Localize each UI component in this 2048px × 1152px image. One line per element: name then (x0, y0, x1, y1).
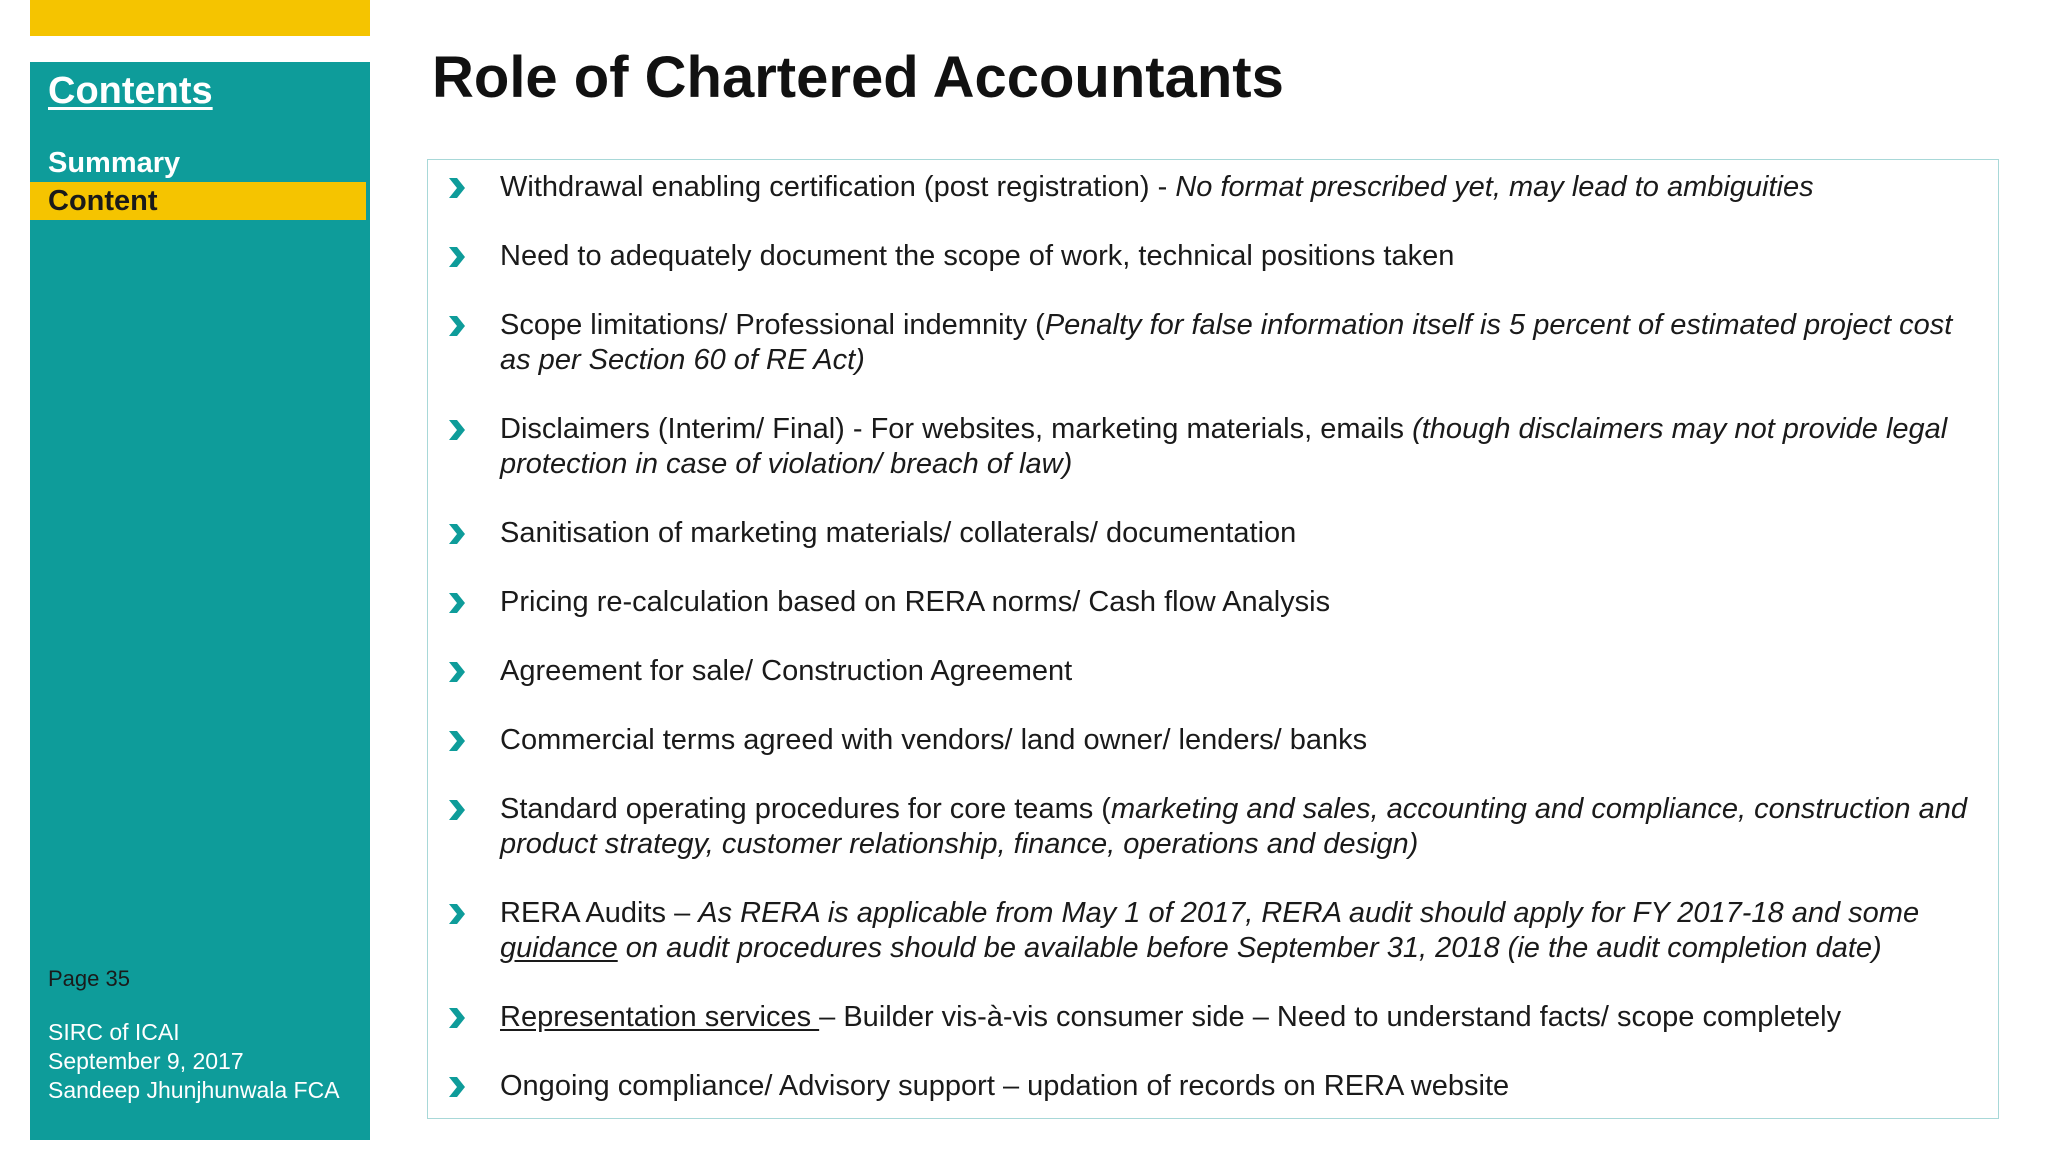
top-accent-bar (30, 0, 370, 36)
item-text: Need to adequately document the scope of work, technical positions taken (500, 240, 1455, 272)
item-text: Ongoing compliance/ Advisory support – updation of records on RERA website (500, 1070, 1510, 1102)
list-item (446, 170, 1986, 205)
item-text: – Builder vis-à-vis consumer side – Need to understand facts/ scope completely (819, 1001, 1842, 1033)
item-text: Disclaimers (Interim/ Final) - For websites, marketing materials, emails (500, 413, 1413, 445)
chevron-right-icon (446, 1006, 468, 1030)
chevron-right-icon (446, 902, 468, 926)
item-text: RERA Audits – (500, 897, 699, 929)
list-item (446, 585, 1986, 620)
item-text: Agreement for sale/ Construction Agreement (500, 655, 1073, 687)
item-note: No format prescribed yet, may lead to ambiguities (1175, 171, 1814, 203)
list-item (446, 239, 1986, 274)
item-text: Sanitisation of marketing materials/ collaterals/ documentation (500, 517, 1297, 549)
chevron-right-icon (446, 1075, 468, 1099)
list-item (446, 308, 1986, 378)
item-note: As RERA is applicable from May 1 of 2017, RERA audit should apply for FY 2017-18 and some (698, 897, 1920, 929)
chevron-right-icon (446, 176, 468, 200)
list-item (446, 896, 1986, 966)
item-text: Scope limitations/ Professional indemnity ( (500, 309, 1045, 341)
item-text: Withdrawal enabling certification (post registration) - (500, 171, 1176, 203)
sidebar (30, 62, 370, 1140)
sidebar-item-content[interactable]: Content (30, 182, 366, 220)
footer-org: SIRC of ICAI (48, 1019, 180, 1045)
list-item (446, 1069, 1986, 1104)
bullet-list (427, 159, 1999, 1119)
page-number: Page 35 (48, 966, 130, 991)
item-note: marketing and sales, accounting and compliance, construction and product strategy, customer relationship, finance, operations and design) (500, 793, 1967, 860)
representation-services-link[interactable]: Representation services (500, 1001, 820, 1033)
item-text: Commercial terms agreed with vendors/ land owner/ lenders/ banks (500, 724, 1368, 756)
chevron-right-icon (446, 591, 468, 615)
chevron-right-icon (446, 729, 468, 753)
chevron-right-icon (446, 418, 468, 442)
sidebar-title[interactable]: Contents (48, 70, 213, 112)
chevron-right-icon (446, 660, 468, 684)
item-note-cont: on audit procedures should be available before September 31, 2018 (ie the audit completion date) (617, 932, 1882, 964)
list-item (446, 792, 1986, 862)
guidance-link[interactable]: guidance (500, 932, 618, 964)
chevron-right-icon (446, 522, 468, 546)
chevron-right-icon (446, 245, 468, 269)
list-item (446, 1000, 1986, 1035)
item-text: Pricing re-calculation based on RERA norms/ Cash flow Analysis (500, 586, 1331, 618)
page-title: Role of Chartered Accountants (432, 45, 1284, 110)
footer-author: Sandeep Jhunjhunwala FCA (48, 1077, 340, 1103)
item-text: Standard operating procedures for core teams ( (500, 793, 1111, 825)
sidebar-footer (48, 1018, 340, 1105)
list-item (446, 654, 1986, 689)
chevron-right-icon (446, 314, 468, 338)
list-item (446, 516, 1986, 551)
footer-date: September 9, 2017 (48, 1048, 244, 1074)
item-note: Penalty for false information itself is 5 percent of estimated project cost as per Section 60 of RE Act) (500, 309, 1953, 376)
item-note: (though disclaimers may not provide legal protection in case of violation/ breach of law) (500, 413, 1948, 480)
list-item (446, 723, 1986, 758)
list-item (446, 412, 1986, 482)
sidebar-item-summary[interactable]: Summary (48, 147, 181, 179)
chevron-right-icon (446, 798, 468, 822)
